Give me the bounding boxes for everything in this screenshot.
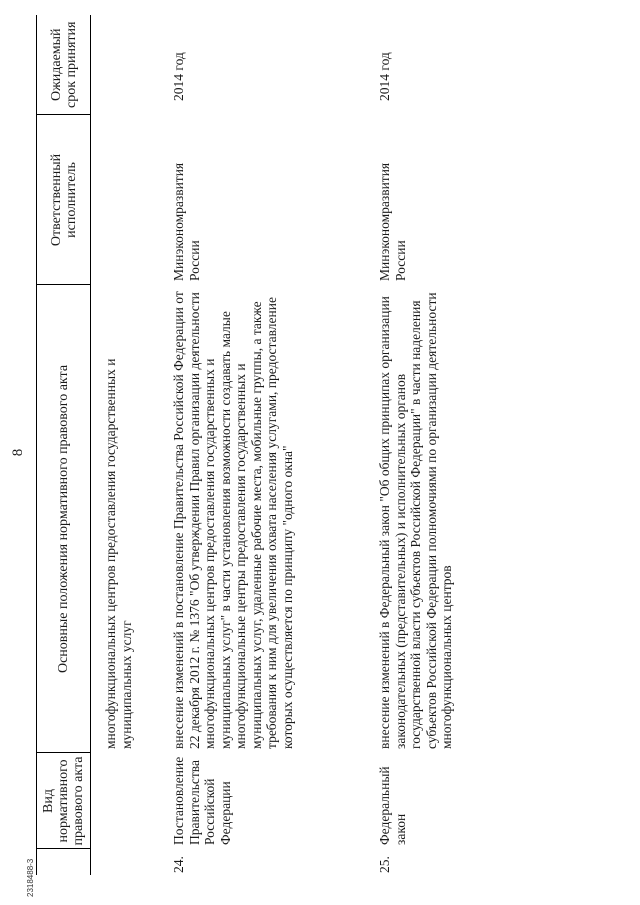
table-row-continuation (91, 15, 166, 875)
cell-type: Постановление Правительства Российской Федерации (171, 756, 233, 845)
table-row (165, 15, 371, 875)
header-act-type: Вид нормативного правового акта (37, 753, 91, 849)
cell-executor: Минэкономразвития России (377, 162, 408, 281)
cell-num (91, 849, 166, 875)
cell-main: многофункциональных центров предоставления государственных и муниципальных услуг (103, 358, 134, 749)
cell-num: 24. (171, 856, 186, 873)
table-row (371, 15, 459, 875)
cell-type (91, 753, 166, 849)
header-executor: Ответственный исполнитель (37, 115, 91, 285)
cell-executor: Минэкономразвития России (171, 162, 202, 281)
cell-executor (91, 115, 166, 285)
page-number: 8 (10, 448, 26, 457)
header-number (37, 849, 91, 875)
table-header-row (37, 15, 91, 875)
cell-num: 25. (377, 856, 392, 873)
cell-main: внесение изменений в Федеральный закон "Об общих принципах организации законодательных (представительных) и исполнительных органов государственной власти субъектов Российской Федерации" в части наделения субъектов Российской Федерации полномочиями по организации деятельности многофункциональных центров (377, 292, 454, 749)
header-term: Ожидаемый срок принятия (37, 15, 91, 115)
cell-term: 2014 год (377, 52, 392, 101)
cell-type: Федеральный закон (377, 766, 408, 845)
header-main-provisions: Основные положения нормативного правового акта (37, 285, 91, 753)
cell-term (91, 15, 166, 115)
document-code: 2318488-3 (26, 858, 35, 897)
legal-acts-table (36, 15, 459, 875)
cell-main: внесение изменений в постановление Правительства Российской Федерации от 22 декабря 2012 г. № 1376 "Об утверждении Правил организации деятельности многофункциональных центров предоставления государственных и муниципальных услуг" в части установления возможности создавать малые многофункциональные центры предоставления государственных и муниципальных услуг, удаленные рабочие места, мобильные группы, а также требования к ним для увеличения охвата населения услугами, предоставление которых осуществляется по принципу "одного окна" (171, 291, 295, 749)
cell-term: 2014 год (171, 52, 186, 101)
